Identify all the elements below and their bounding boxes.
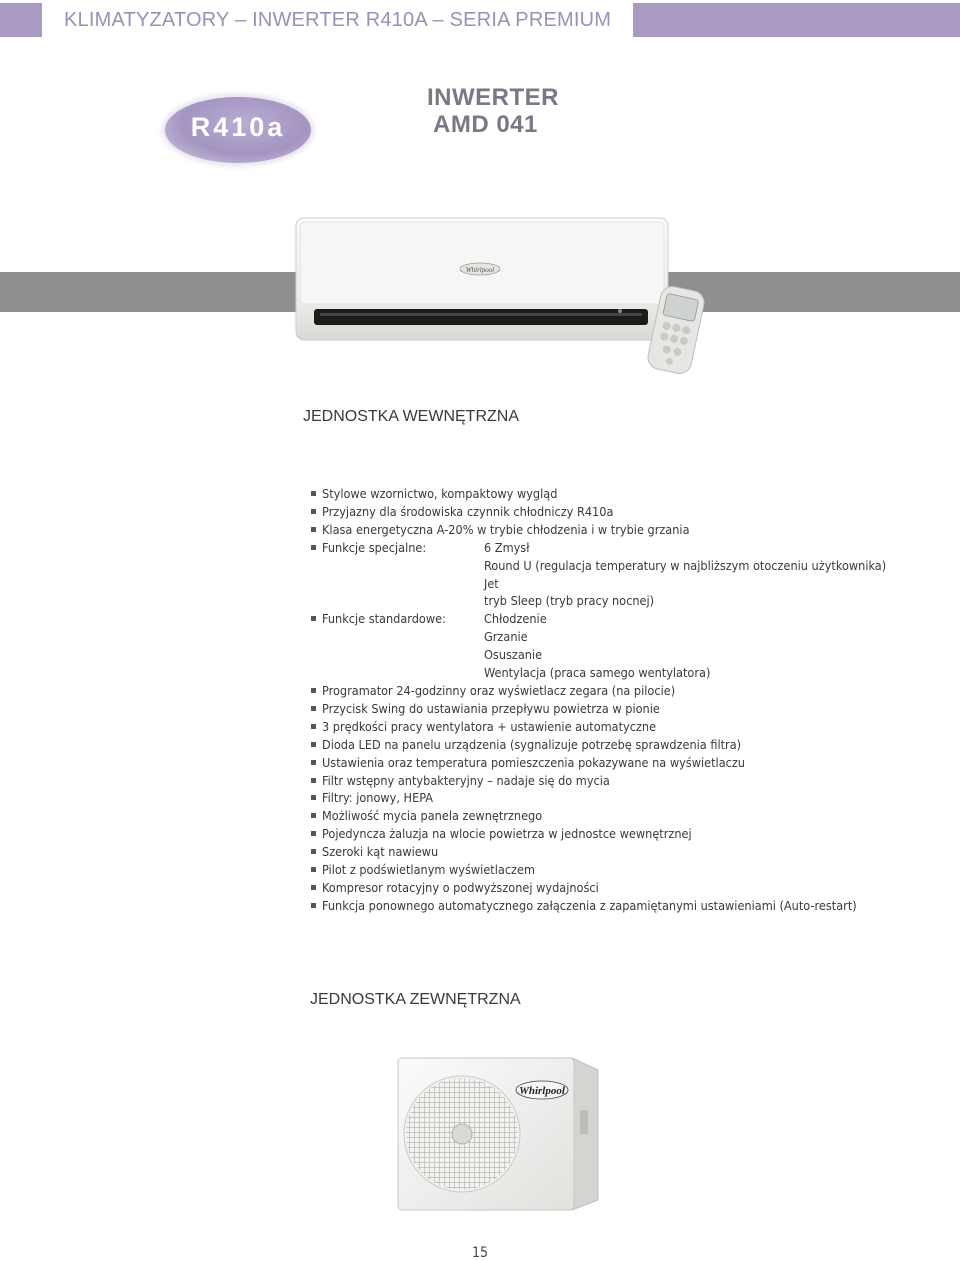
svg-text:Whirlpool: Whirlpool [465,266,495,274]
svg-text:Whirlpool: Whirlpool [519,1085,565,1097]
remote-control-image [640,284,712,376]
list-item: Programator 24-godzinny oraz wyświetlacz zegara (na pilocie) [310,682,950,700]
list-item: Filtr wstępny antybakteryjny – nadaje się do mycia [310,772,950,790]
list-item: Ustawienia oraz temperatura pomieszczenia pokazywane na wyświetlaczu [310,754,950,772]
standard-function: Grzanie [484,629,528,645]
special-function: Jet [484,575,499,591]
indoor-unit-heading: JEDNOSTKA WEWNĘTRZNA [303,408,520,425]
standard-function: Chłodzenie [484,611,547,627]
refrigerant-badge-text: R410a [190,112,286,142]
standard-functions-label: Funkcje standardowe: [322,611,446,627]
indoor-unit-image [290,214,672,344]
model-title-line1: INWERTER [427,84,559,111]
standard-function: Wentylacja (praca samego wentylatora) [484,665,711,681]
special-function: Round U (regulacja temperatury w najbliższym otoczeniu użytkownika) [484,557,887,573]
special-function: 6 Zmysł [484,539,530,555]
refrigerant-badge [165,97,311,163]
outdoor-unit-heading: JEDNOSTKA ZEWNĘTRZNA [310,991,521,1008]
outdoor-unit-image [392,1050,608,1216]
list-item: Możliwość mycia panela zewnętrznego [310,807,950,825]
list-item: Pojedyncza żaluzja na wlocie powietrza w jednostce wewnętrznej [310,825,950,843]
model-title-line2: AMD 041 [433,111,538,138]
header-accent-right [633,3,960,37]
list-item: Funkcja ponownego automatycznego załączenia z zapamiętanymi ustawieniami (Auto-restart) [310,897,950,915]
special-functions-label: Funkcje specjalne: [322,539,427,555]
list-item: Stylowe wzornictwo, kompaktowy wygląd [310,485,950,503]
page-header-title: KLIMATYZATORY – INWERTER R410A – SERIA PREMIUM [64,9,612,31]
page-number: 15 [471,1245,489,1261]
list-item: 3 prędkości pracy wentylatora + ustawienie automatyczne [310,718,950,736]
header-accent-left [0,3,42,37]
special-function: tryb Sleep (tryb pracy nocnej) [484,593,655,609]
list-item: Klasa energetyczna A-20% w trybie chłodzenia i w trybie grzania [310,521,950,539]
list-item: Przyjazny dla środowiska czynnik chłodniczy R410a [310,503,950,521]
list-item: Kompresor rotacyjny o podwyższonej wydajności [310,879,950,897]
list-item: Szeroki kąt nawiewu [310,843,950,861]
indoor-features-list [310,485,950,915]
list-item: Przycisk Swing do ustawiania przepływu powietrza w pionie [310,700,950,718]
list-item-standard [310,610,950,628]
list-item-special [310,539,950,557]
list-item: Filtry: jonowy, HEPA [310,789,950,807]
standard-function: Osuszanie [484,647,543,663]
list-item: Pilot z podświetlanym wyświetlaczem [310,861,950,879]
list-item: Dioda LED na panelu urządzenia (sygnalizuje potrzebę sprawdzenia filtra) [310,736,950,754]
